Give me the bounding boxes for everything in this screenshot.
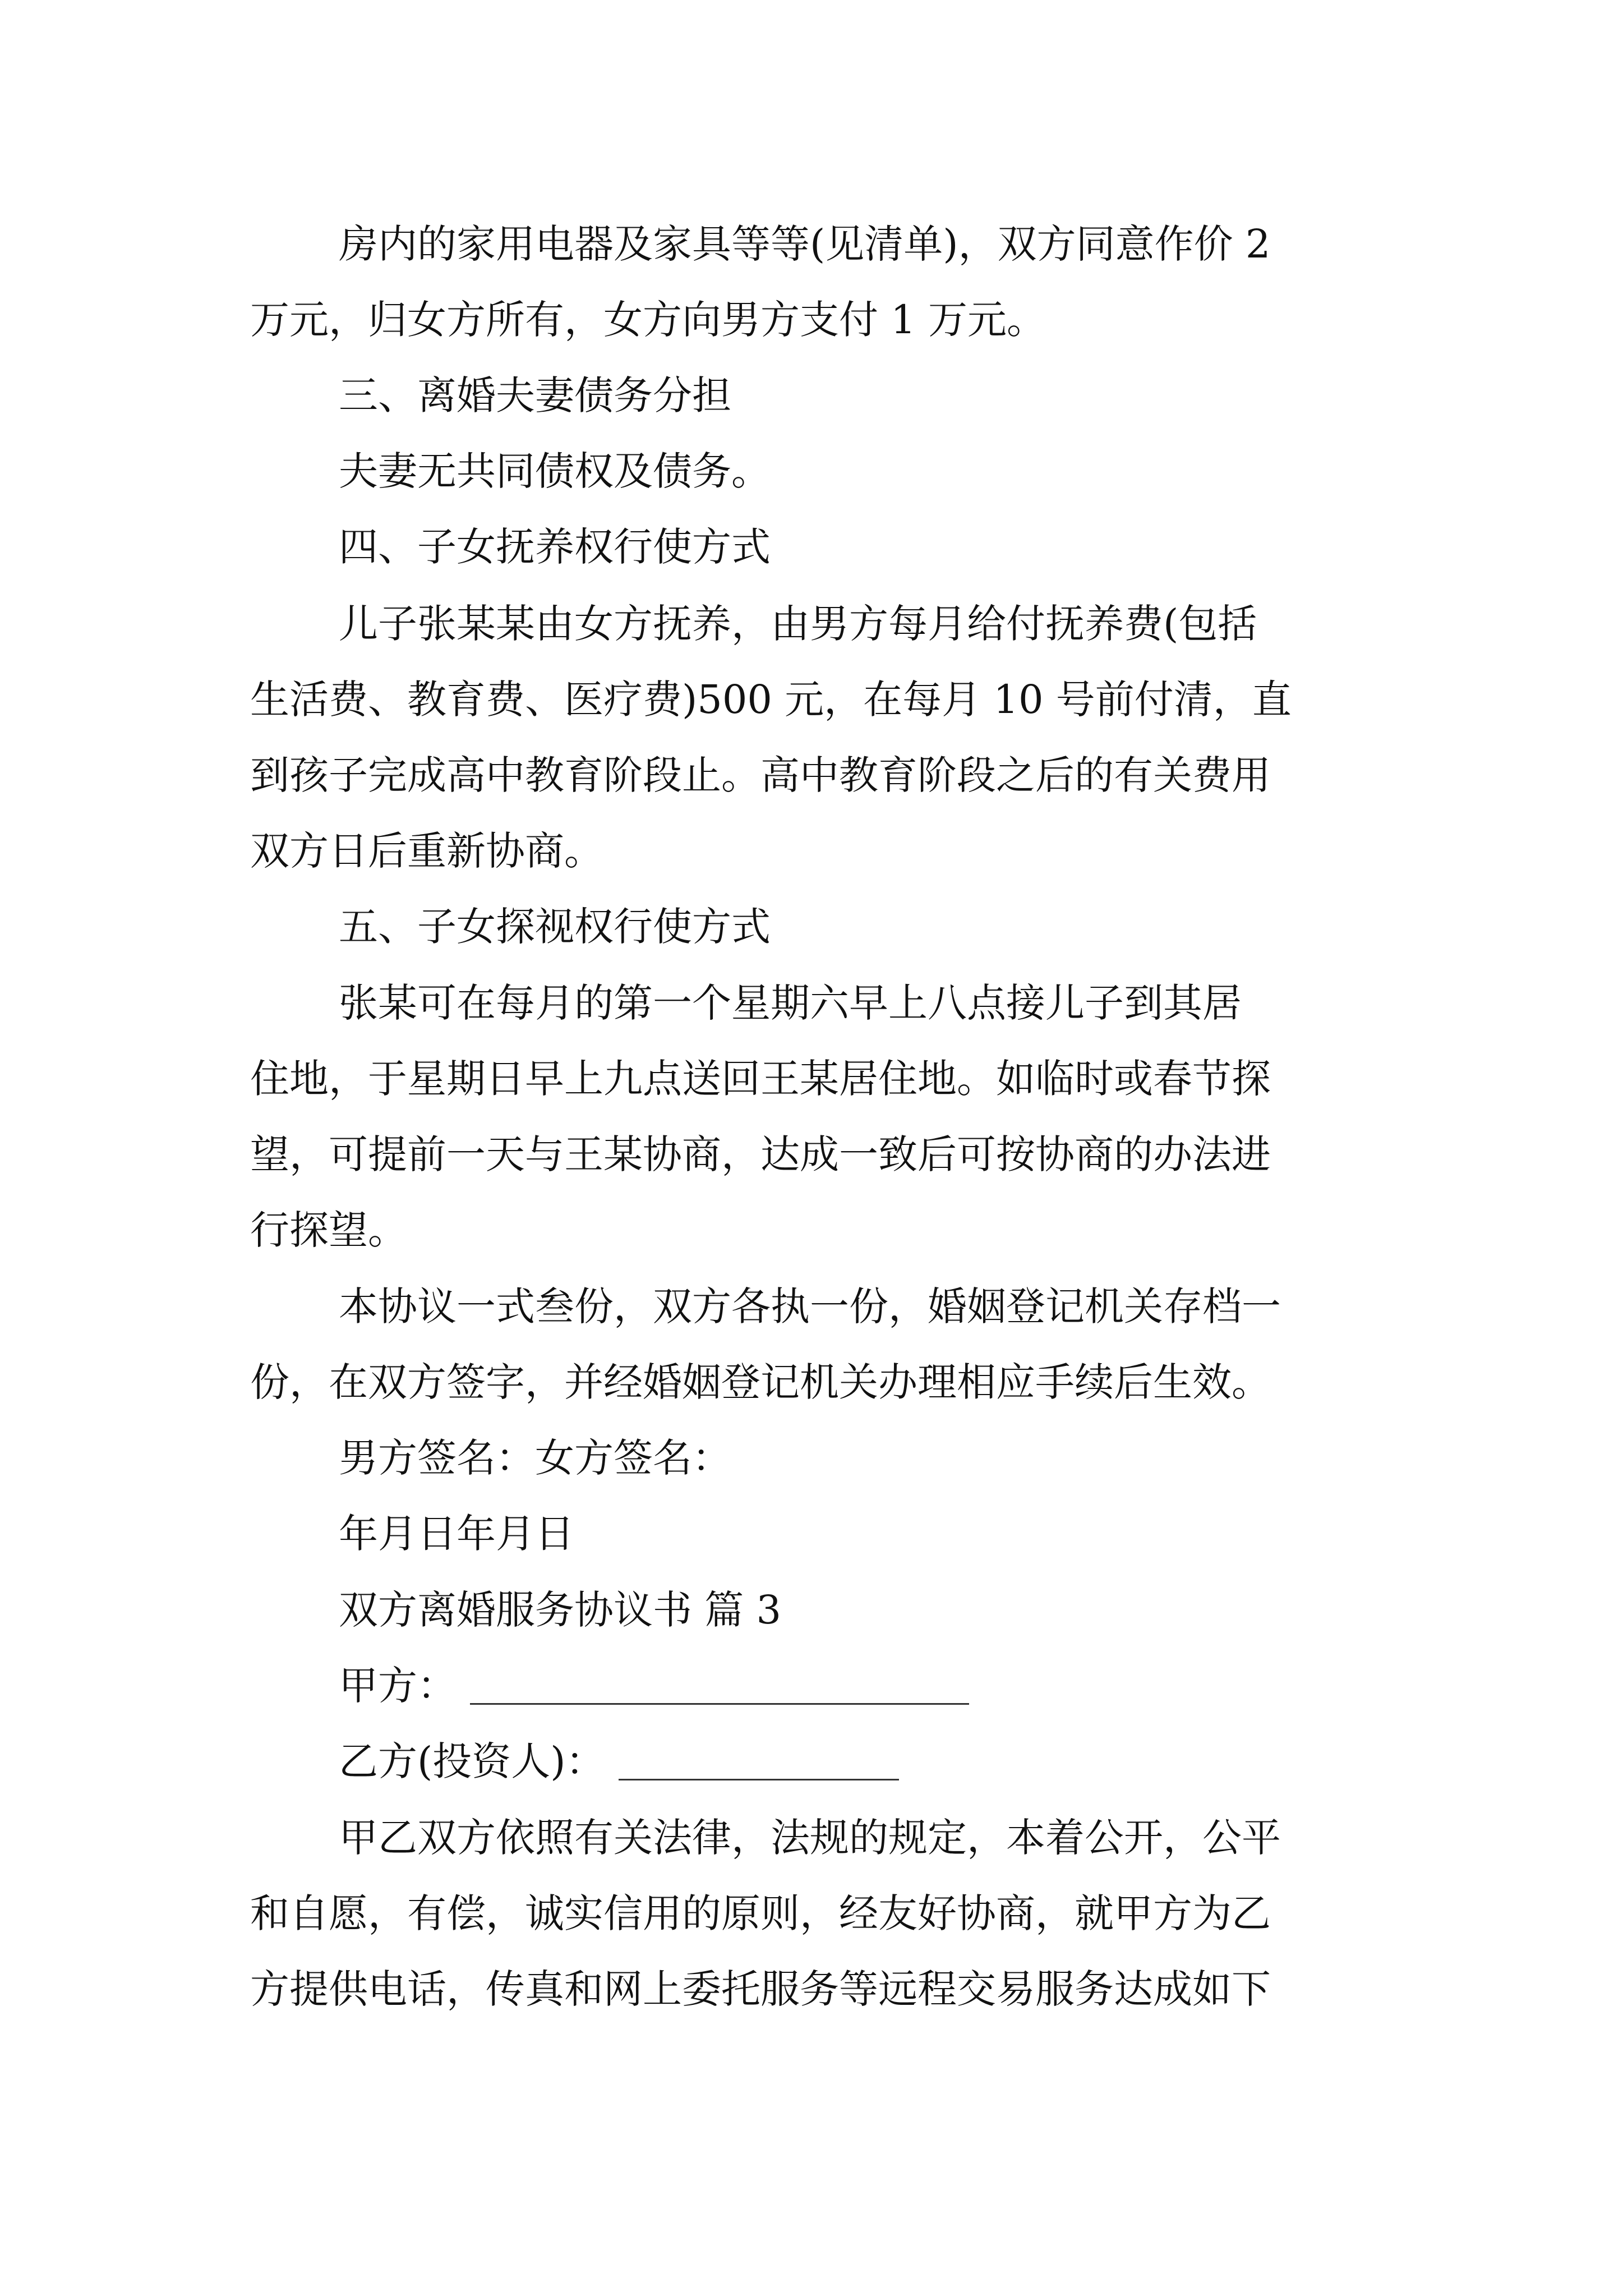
party-b-blank <box>619 1740 899 1780</box>
section-heading: 四、子女抚养权行使方式 <box>339 524 771 570</box>
signature-line: 男方签名：女方签名： <box>339 1435 731 1481</box>
party-b-label: 乙方(投资人)： <box>339 1738 605 1784</box>
paragraph-line: 望，可提前一天与王某协商，达成一致后可按协商的办法进 <box>250 1131 1271 1177</box>
party-a-blank <box>470 1664 969 1705</box>
paragraph-line: 双方日后重新协商。 <box>250 828 603 874</box>
party-b-line <box>339 1728 899 1795</box>
paragraph-line: 儿子张某某由女方抚养，由男方每月给付抚养费(包括 <box>339 601 1257 647</box>
section-heading: 三、离婚夫妻债务分担 <box>339 372 731 418</box>
paragraph-line: 行探望。 <box>250 1207 407 1253</box>
paragraph-line: 份，在双方签字，并经婚姻登记机关办理相应手续后生效。 <box>250 1359 1271 1405</box>
paragraph-line: 住地，于星期日早上九点送回王某居住地。如临时或春节探 <box>250 1056 1271 1102</box>
party-a-label: 甲方： <box>339 1663 457 1709</box>
paragraph-line: 生活费、教育费、医疗费)500 元，在每月 10 号前付清，直 <box>250 677 1292 723</box>
paragraph-line: 张某可在每月的第一个星期六早上八点接儿子到其居 <box>339 980 1242 1026</box>
paragraph-line: 夫妻无共同债权及债务。 <box>339 448 771 494</box>
section-heading: 五、子女探视权行使方式 <box>339 904 771 950</box>
paragraph-line: 甲乙双方依照有关法律，法规的规定，本着公开，公平 <box>339 1815 1281 1861</box>
paragraph-line: 到孩子完成高中教育阶段止。高中教育阶段之后的有关费用 <box>250 752 1271 798</box>
paragraph-line: 和自愿，有偿，诚实信用的原则，经友好协商，就甲方为乙 <box>250 1890 1271 1936</box>
paragraph-line: 本协议一式叁份，双方各执一份，婚姻登记机关存档一 <box>339 1283 1281 1329</box>
party-a-line <box>339 1652 969 1719</box>
paragraph-line: 房内的家用电器及家具等等(见清单)，双方同意作价 2 <box>339 221 1271 267</box>
paragraph-line: 方提供电话，传真和网上委托服务等远程交易服务达成如下 <box>250 1966 1271 2012</box>
document-title: 双方离婚服务协议书 篇 3 <box>339 1587 782 1633</box>
paragraph-line: 万元，归女方所有，女方向男方支付 1 万元。 <box>250 297 1046 343</box>
date-line: 年月日年月日 <box>339 1511 574 1557</box>
